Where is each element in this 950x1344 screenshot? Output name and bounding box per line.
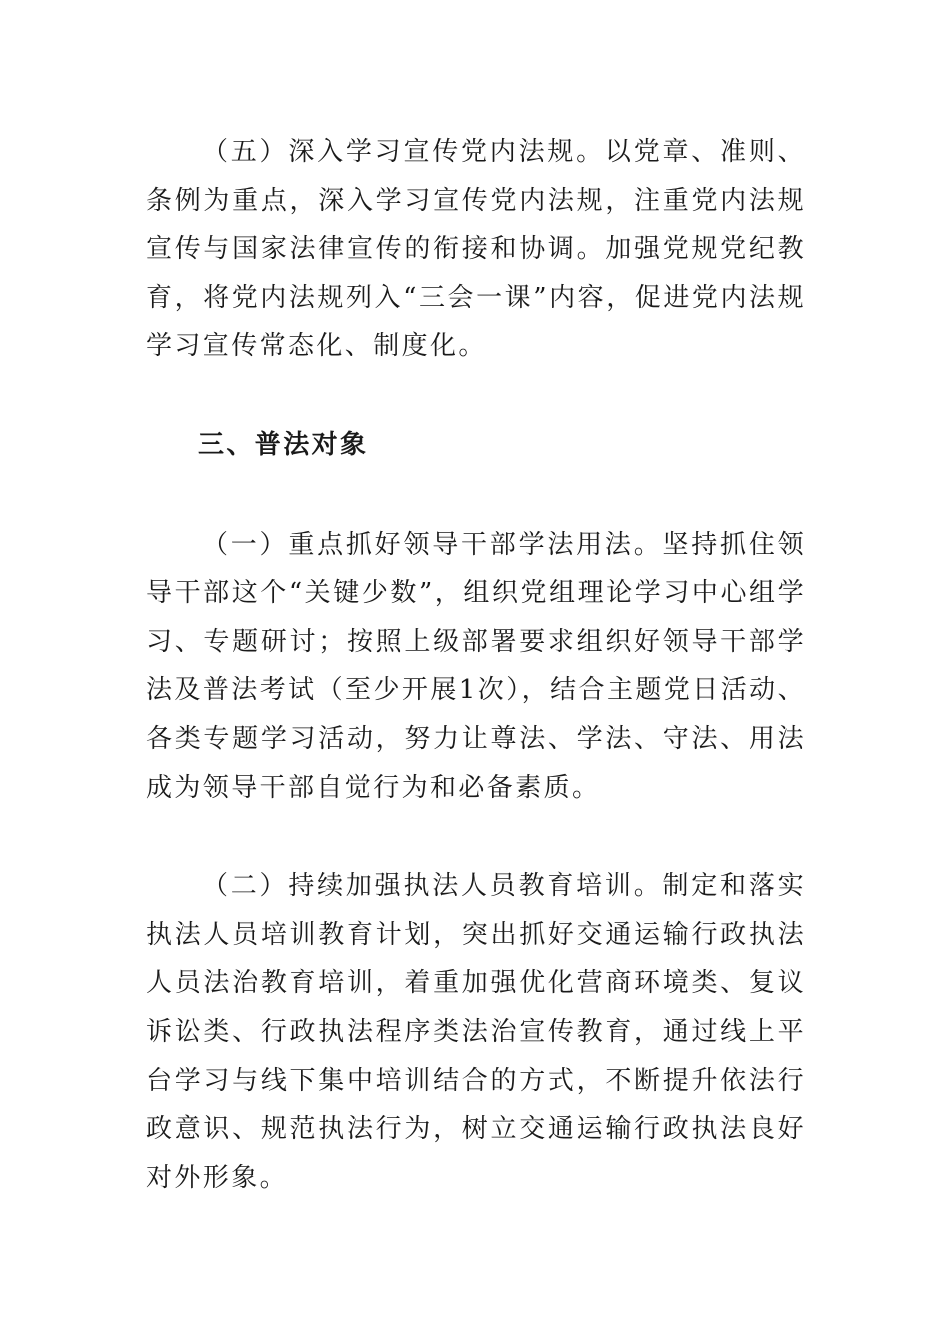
paragraph-law-enforcement-training: （二）持续加强执法人员教育培训。制定和落实执法人员培训教育计划，突出抓好交通运输行政执法人员法治教育培训，着重加强优化营商环境类、复议诉讼类、行政执法程序类法治宣传教育，通过线上平台学习与线下集中培训结合的方式，不断提升依法行政意识、规范执法行为，树立交通运输行政执法良好对外形象。 bbox=[146, 871, 806, 1193]
paragraph-party-regulations: （五）深入学习宣传党内法规。以党章、准则、条例为重点，深入学习宣传党内法规，注重党内法规宣传与国家法律宣传的衔接和协调。加强党规党纪教育，将党内法规列入“三会一课”内容，促进党内法规学习宣传常态化、制度化。 bbox=[146, 137, 806, 362]
paragraph-spacer bbox=[146, 371, 806, 421]
paragraph-spacer bbox=[146, 812, 806, 862]
paragraph-leading-cadres: （一）重点抓好领导干部学法用法。坚持抓住领导干部这个“关键少数”，组织党组理论学习中心组学习、专题研讨；按照上级部署要求组织好领导干部学法及普法考试（至少开展1次），结合主题党日活动、各类专题学习活动，努力让尊法、学法、守法、用法成为领导干部自觉行为和必备素质。 bbox=[146, 529, 806, 803]
section-heading: 三、普法对象 bbox=[198, 429, 369, 460]
document-body bbox=[146, 128, 806, 1202]
heading-spacer bbox=[146, 470, 806, 521]
